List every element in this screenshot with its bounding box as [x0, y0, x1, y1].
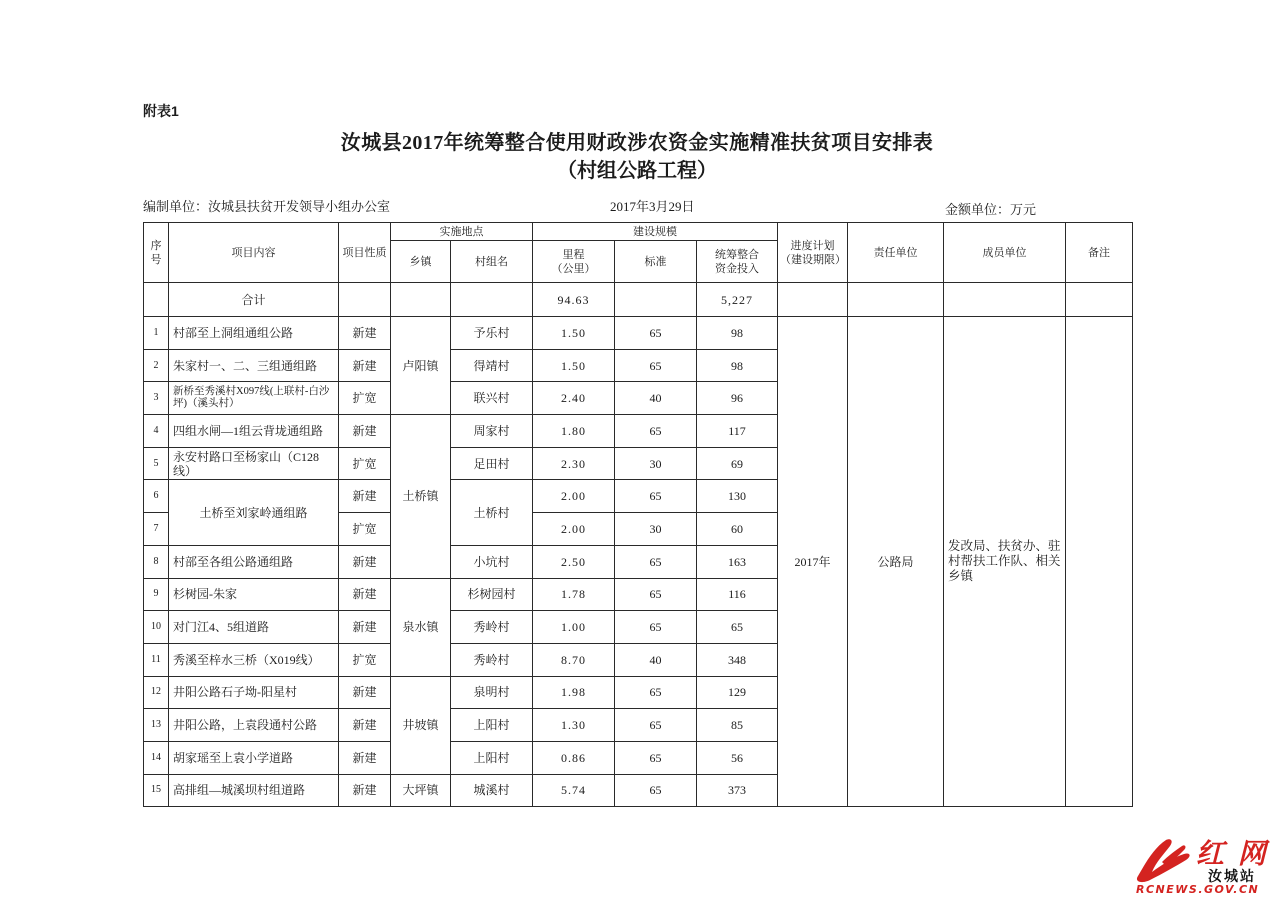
standard-cell: 65 — [615, 611, 697, 644]
document-date: 2017年3月29日 — [610, 199, 695, 214]
mileage-cell: 2.00 — [533, 513, 615, 546]
rednet-logo-icon — [1132, 832, 1196, 884]
mileage-cell: 8.70 — [533, 643, 615, 676]
nature-cell: 扩宽 — [339, 643, 391, 676]
mileage-cell: 1.98 — [533, 676, 615, 709]
seq-cell: 4 — [144, 415, 169, 448]
standard-cell: 65 — [615, 741, 697, 774]
standard-cell: 65 — [615, 349, 697, 382]
mileage-cell: 2.40 — [533, 382, 615, 415]
village-cell: 上阳村 — [451, 741, 533, 774]
standard-cell: 40 — [615, 643, 697, 676]
standard-cell: 65 — [615, 676, 697, 709]
seq-cell: 12 — [144, 676, 169, 709]
funding-cell: 85 — [697, 709, 778, 742]
nature-cell: 新建 — [339, 578, 391, 611]
header-funding — [697, 241, 778, 283]
village-cell: 秀岭村 — [451, 643, 533, 676]
content-cell: 村部至上洞组通组公路 — [169, 317, 339, 350]
header-village: 村组名 — [451, 241, 533, 283]
village-cell: 周家村 — [451, 415, 533, 448]
village-cell: 得靖村 — [451, 349, 533, 382]
funding-cell: 98 — [697, 349, 778, 382]
content-cell: 井阳公路，上袁段通村公路 — [169, 709, 339, 742]
content-cell: 新桥至秀溪村X097线(上联村-白沙坪)（溪头村） — [169, 382, 339, 415]
funding-cell: 130 — [697, 480, 778, 513]
standard-cell: 65 — [615, 545, 697, 578]
members-cell: 发改局、扶贫办、驻村帮扶工作队、相关乡镇 — [944, 317, 1066, 807]
nature-cell: 新建 — [339, 741, 391, 774]
village-cell: 土桥村 — [451, 480, 533, 545]
content-cell: 杉树园-朱家 — [169, 578, 339, 611]
nature-cell: 扩宽 — [339, 513, 391, 546]
content-cell: 胡家瑶至上袁小学道路 — [169, 741, 339, 774]
seq-cell: 8 — [144, 545, 169, 578]
funding-cell: 69 — [697, 447, 778, 480]
header-location: 实施地点 — [391, 223, 533, 241]
seq-cell: 13 — [144, 709, 169, 742]
total-mileage: 94.63 — [533, 283, 615, 317]
total-seq — [144, 283, 169, 317]
total-row — [144, 283, 1133, 317]
village-cell: 泉明村 — [451, 676, 533, 709]
header-schedule-line2: （建设期限） — [780, 253, 847, 266]
funding-cell: 117 — [697, 415, 778, 448]
total-responsible — [848, 283, 944, 317]
seq-cell: 15 — [144, 774, 169, 807]
nature-cell: 新建 — [339, 611, 391, 644]
content-cell: 高排组—城溪坝村组道路 — [169, 774, 339, 807]
header-standard: 标准 — [615, 241, 697, 283]
content-cell: 土桥至刘家岭通组路 — [169, 480, 339, 545]
standard-cell: 30 — [615, 513, 697, 546]
content-cell: 永安村路口至杨家山（C128线） — [169, 447, 339, 480]
mileage-cell: 2.50 — [533, 545, 615, 578]
header-mileage-line2: （公里） — [551, 262, 596, 275]
appendix-label: 附表1 — [143, 103, 179, 119]
mileage-cell: 1.50 — [533, 317, 615, 350]
header-nature: 项目性质 — [339, 223, 391, 283]
seq-cell: 2 — [144, 349, 169, 382]
village-cell: 杉树园村 — [451, 578, 533, 611]
standard-cell: 65 — [615, 709, 697, 742]
header-schedule — [778, 223, 848, 283]
funding-cell: 65 — [697, 611, 778, 644]
town-cell: 卢阳镇 — [391, 317, 451, 415]
village-cell: 上阳村 — [451, 709, 533, 742]
watermark-brand: 红 网 — [1196, 837, 1268, 870]
funding-cell: 129 — [697, 676, 778, 709]
town-cell: 井坡镇 — [391, 676, 451, 774]
header-funding-line2: 资金投入 — [715, 262, 759, 275]
watermark-station: 汝城站 — [1208, 869, 1256, 885]
total-schedule — [778, 283, 848, 317]
total-village — [451, 283, 533, 317]
compiler-unit: 编制单位：汝城县扶贫开发领导小组办公室 — [143, 199, 391, 214]
seq-cell: 9 — [144, 578, 169, 611]
standard-cell: 40 — [615, 382, 697, 415]
total-members — [944, 283, 1066, 317]
village-cell: 小坑村 — [451, 545, 533, 578]
funding-cell: 116 — [697, 578, 778, 611]
funding-cell: 373 — [697, 774, 778, 807]
mileage-cell: 1.00 — [533, 611, 615, 644]
funding-cell: 163 — [697, 545, 778, 578]
mileage-cell: 2.00 — [533, 480, 615, 513]
standard-cell: 65 — [615, 415, 697, 448]
document-subtitle: （村组公路工程） — [557, 160, 717, 182]
funding-cell: 56 — [697, 741, 778, 774]
total-nature — [339, 283, 391, 317]
standard-cell: 65 — [615, 317, 697, 350]
town-cell: 大坪镇 — [391, 774, 451, 807]
nature-cell: 新建 — [339, 545, 391, 578]
project-table — [143, 222, 1133, 807]
mileage-cell: 1.78 — [533, 578, 615, 611]
total-label: 合计 — [169, 283, 339, 317]
header-remarks: 备注 — [1066, 223, 1133, 283]
village-cell: 足田村 — [451, 447, 533, 480]
seq-cell: 1 — [144, 317, 169, 350]
village-cell: 予乐村 — [451, 317, 533, 350]
mileage-cell: 5.74 — [533, 774, 615, 807]
mileage-cell: 1.50 — [533, 349, 615, 382]
total-town — [391, 283, 451, 317]
mileage-cell: 1.80 — [533, 415, 615, 448]
header-members: 成员单位 — [944, 223, 1066, 283]
nature-cell: 新建 — [339, 676, 391, 709]
responsible-cell: 公路局 — [848, 317, 944, 807]
header-schedule-line1: 进度计划 — [790, 239, 835, 252]
content-cell: 四组水闸—1组云背垅通组路 — [169, 415, 339, 448]
nature-cell: 新建 — [339, 349, 391, 382]
header-funding-line1: 统筹整合 — [715, 248, 759, 261]
nature-cell: 新建 — [339, 774, 391, 807]
funding-cell: 60 — [697, 513, 778, 546]
seq-cell: 10 — [144, 611, 169, 644]
watermark-site: RCNEWS.GOV.CN — [1136, 883, 1260, 896]
document-title: 汝城县2017年统筹整合使用财政涉农资金实施精准扶贫项目安排表 — [340, 132, 934, 154]
remarks-cell — [1066, 317, 1133, 807]
seq-cell: 7 — [144, 513, 169, 546]
mileage-cell: 1.30 — [533, 709, 615, 742]
header-content: 项目内容 — [169, 223, 339, 283]
nature-cell: 扩宽 — [339, 447, 391, 480]
mileage-cell: 2.30 — [533, 447, 615, 480]
header-responsible: 责任单位 — [848, 223, 944, 283]
content-cell: 秀溪至梓水三桥（X019线） — [169, 643, 339, 676]
standard-cell: 65 — [615, 578, 697, 611]
nature-cell: 新建 — [339, 415, 391, 448]
seq-cell: 11 — [144, 643, 169, 676]
standard-cell: 30 — [615, 447, 697, 480]
header-mileage — [533, 241, 615, 283]
nature-cell: 新建 — [339, 317, 391, 350]
table-row — [144, 317, 1133, 350]
nature-cell: 新建 — [339, 709, 391, 742]
amount-unit: 金额单位：万元 — [945, 202, 1037, 217]
mileage-cell: 0.86 — [533, 741, 615, 774]
header-seq: 序号 — [144, 223, 169, 283]
content-cell: 村部至各组公路通组路 — [169, 545, 339, 578]
funding-cell: 348 — [697, 643, 778, 676]
seq-cell: 14 — [144, 741, 169, 774]
header-mileage-line1: 里程 — [562, 248, 585, 261]
content-cell: 对门江4、5组道路 — [169, 611, 339, 644]
village-cell: 城溪村 — [451, 774, 533, 807]
content-cell: 朱家村一、二、三组通组路 — [169, 349, 339, 382]
seq-cell: 3 — [144, 382, 169, 415]
town-cell: 泉水镇 — [391, 578, 451, 676]
funding-cell: 96 — [697, 382, 778, 415]
total-remarks — [1066, 283, 1133, 317]
village-cell: 秀岭村 — [451, 611, 533, 644]
header-row — [144, 223, 1133, 241]
header-town: 乡镇 — [391, 241, 451, 283]
town-cell: 土桥镇 — [391, 415, 451, 578]
schedule-cell: 2017年 — [778, 317, 848, 807]
total-standard — [615, 283, 697, 317]
total-funding: 5,227 — [697, 283, 778, 317]
standard-cell: 65 — [615, 774, 697, 807]
village-cell: 联兴村 — [451, 382, 533, 415]
content-cell: 井阳公路石子坳-阳星村 — [169, 676, 339, 709]
standard-cell: 65 — [615, 480, 697, 513]
seq-cell: 6 — [144, 480, 169, 513]
funding-cell: 98 — [697, 317, 778, 350]
header-scale: 建设规模 — [533, 223, 778, 241]
nature-cell: 扩宽 — [339, 382, 391, 415]
seq-cell: 5 — [144, 447, 169, 480]
nature-cell: 新建 — [339, 480, 391, 513]
